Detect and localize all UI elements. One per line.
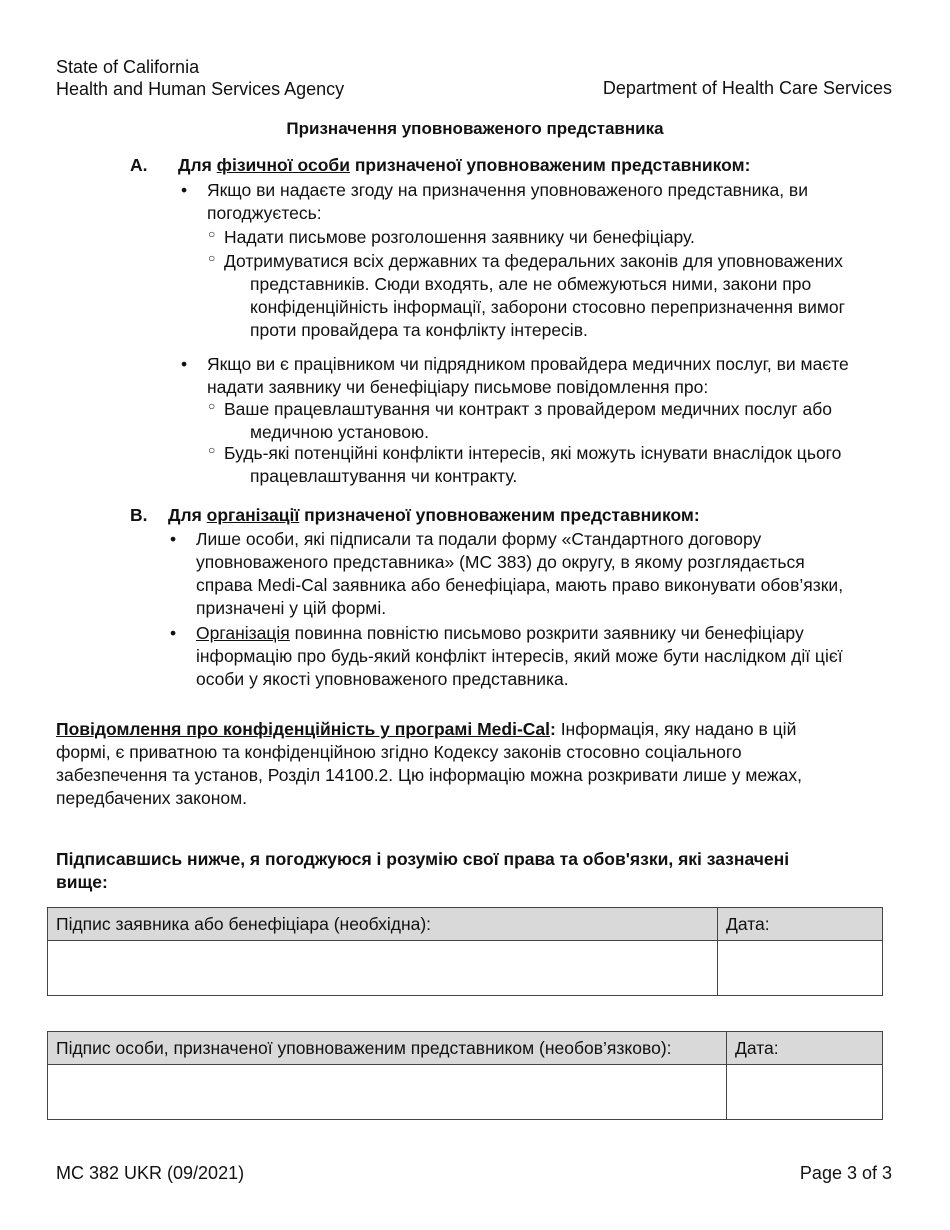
section-b-underlined: організації <box>206 505 300 525</box>
section-a-bullet-2-sub-1 <box>208 398 904 444</box>
section-b-heading <box>130 505 700 526</box>
representative-date-field[interactable] <box>727 1065 883 1120</box>
section-a-bullet-1 <box>181 179 907 225</box>
text-line: погоджуєтесь: <box>207 203 322 223</box>
text-line: передбачених законом. <box>56 788 248 808</box>
text-line: надати заявнику чи бенефіціару письмове повідомлення про: <box>207 377 709 397</box>
text-line: проти провайдера та конфлікту інтересів. <box>250 320 588 340</box>
section-a-bullet-2-sub-2 <box>208 442 904 488</box>
state-name: State of California <box>56 57 200 77</box>
section-b-bullet-1 <box>170 528 906 620</box>
applicant-date-label: Дата: <box>718 908 883 941</box>
text-line: Будь-які потенційні конфлікти інтересів, які можуть існувати внаслідок цього <box>224 443 842 463</box>
text-line: вище: <box>56 872 108 892</box>
header-left <box>56 56 344 100</box>
text-line: Дотримуватися всіх державних та федеральних законів для уповноважених <box>224 251 843 271</box>
sub-bullet-icon: ○ <box>208 443 216 457</box>
text-line: повинна повністю письмово розкрити заявнику чи бенефіціару <box>289 623 804 643</box>
representative-signature-label: Підпис особи, призначеної уповноваженим представником (необов’язково): <box>48 1032 727 1065</box>
text-line: особи у якості уповноваженого представника. <box>196 669 569 689</box>
representative-signature-field[interactable] <box>48 1065 727 1120</box>
applicant-signature-label: Підпис заявника або бенефіціара (необхідна): <box>48 908 718 941</box>
sub-bullet-icon: ○ <box>208 251 216 265</box>
text-line: уповноваженого представника» (MC 383) до округу, в якому розглядається <box>196 552 805 572</box>
text-line: конфіденційність інформації, заборони стосовно перепризначення вимог <box>250 297 846 317</box>
section-a-bullet-2 <box>181 353 907 399</box>
section-b-pre: Для <box>168 505 207 525</box>
text-line: Ваше працевлаштування чи контракт з провайдером медичних послуг або <box>224 399 833 419</box>
text-line: працевлаштування чи контракту. <box>250 466 518 486</box>
text-line: Надати письмове розголошення заявнику чи бенефіціару. <box>224 227 695 247</box>
section-a-bullet-1-sub-2 <box>208 250 904 342</box>
text-line: Лише особи, які підписали та подали форму «Стандартного договору <box>196 529 762 549</box>
applicant-signature-field[interactable] <box>48 941 718 996</box>
text-line: Якщо ви надаєте згоду на призначення уповноваженого представника, ви <box>207 180 808 200</box>
agreement-statement <box>56 848 876 894</box>
text-line: Підписавшись нижче, я погоджуюся і розумію свої права та обов'язки, які зазначені <box>56 849 790 869</box>
section-a-pre: Для <box>178 155 217 175</box>
representative-date-label: Дата: <box>727 1032 883 1065</box>
bullet-icon: • <box>170 623 177 643</box>
bullet-icon: • <box>170 529 177 549</box>
page-title: Призначення уповноваженого представника <box>286 119 664 138</box>
bullet-icon: • <box>181 180 188 200</box>
sub-bullet-icon: ○ <box>208 227 216 241</box>
organization-underlined: Організація <box>196 623 290 643</box>
form-id: MC 382 UKR (09/2021) <box>56 1163 245 1183</box>
section-a-post: призначеної уповноваженим представником: <box>349 155 751 175</box>
page-number: Page 3 of 3 <box>799 1163 892 1183</box>
text-line: інформацію про будь-який конфлікт інтересів, який може бути наслідком дії цієї <box>196 646 843 666</box>
department-name: Department of Health Care Services <box>602 78 892 98</box>
section-a-underlined: фізичної особи <box>216 155 350 175</box>
text-line: Інформація, яку надано в цій <box>555 719 797 739</box>
agency-name: Health and Human Services Agency <box>56 79 345 99</box>
section-a-bullet-1-sub-1 <box>208 226 904 249</box>
applicant-signature-table <box>47 907 883 996</box>
sub-bullet-icon: ○ <box>208 399 216 413</box>
text-line: формі, є приватною та конфіденційною згідно Кодексу законів стосовно соціального <box>56 742 742 762</box>
section-b-post: призначеної уповноваженим представником: <box>299 505 700 525</box>
bullet-icon: • <box>181 354 188 374</box>
section-b-letter: B. <box>130 505 148 525</box>
text-line: справа Medi-Cal заявника або бенефіціара, мають право виконувати обов’язки, <box>196 575 844 595</box>
section-a-letter: A. <box>130 155 148 175</box>
applicant-date-field[interactable] <box>718 941 883 996</box>
representative-signature-table <box>47 1031 883 1120</box>
text-line: представників. Сюди входять, але не обмежуються ними, закони про <box>250 274 812 294</box>
text-line: медичною установою. <box>250 422 429 442</box>
section-a-heading <box>130 155 750 176</box>
confidentiality-notice <box>56 718 876 810</box>
notice-heading: Повідомлення про конфіденційність у програмі Medi-Cal <box>56 719 550 739</box>
notice-colon: : <box>550 719 556 739</box>
text-line: призначені у цій формі. <box>196 598 387 618</box>
section-b-bullet-2 <box>170 622 906 691</box>
text-line: забезпечення та установ, Розділ 14100.2. Цю інформацію можна розкривати лише у межах, <box>56 765 802 785</box>
text-line: Якщо ви є працівником чи підрядником провайдера медичних послуг, ви маєте <box>207 354 849 374</box>
